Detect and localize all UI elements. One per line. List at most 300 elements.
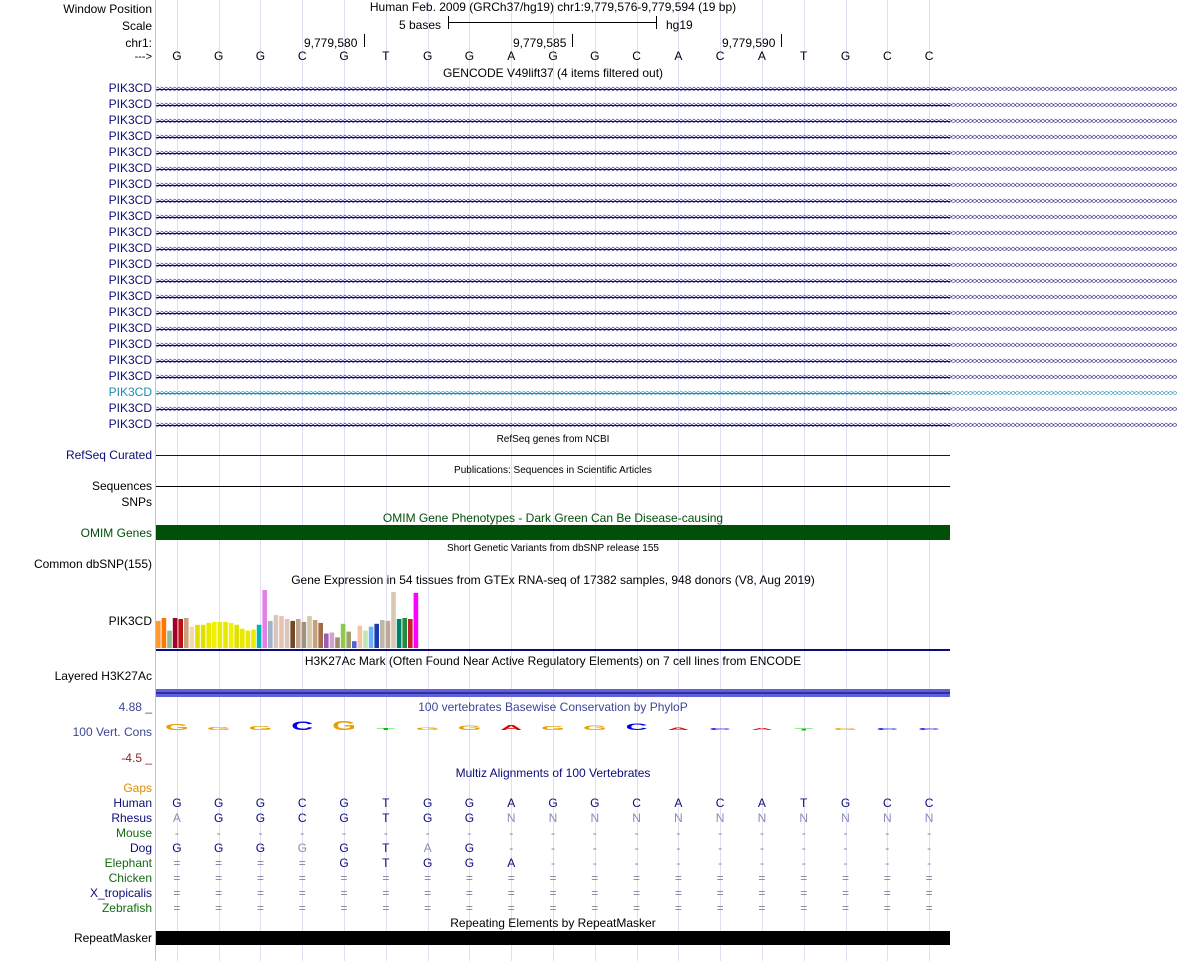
alignment-base: A [757,796,766,810]
base-letter: A [757,49,766,63]
gtex-tissue-bar[interactable] [262,590,267,648]
alignment-base: = [298,871,306,885]
gtex-tissue-bar[interactable] [302,622,307,648]
h3k27ac-signal-core [156,692,950,694]
alignment-base: G [255,841,266,855]
phylop-letter: G [457,724,482,732]
phylop-letter: C [918,727,941,731]
alignment-base: - [927,856,932,870]
gtex-tissue-bar[interactable] [352,641,357,648]
alignment-base: - [759,826,764,840]
ruler-pos-2: 9,779,585 [513,36,567,50]
alignment-base: C [632,796,641,810]
gencode-transcript-row[interactable] [156,402,1177,417]
scale-bar-left-tick [448,16,449,29]
phylop-letter: C [876,727,899,731]
alignment-base: G [172,841,182,855]
alignment-base: - [801,826,806,840]
base-letter: G [422,49,433,63]
alignment-base: G [255,796,266,810]
gencode-transcript-row[interactable] [156,338,1177,353]
gtex-tissue-bar[interactable] [369,627,374,648]
phylop-logo-chart[interactable] [156,712,950,762]
alignment-base: = [800,886,808,900]
gencode-transcript-label[interactable]: PIK3CD [108,289,152,303]
alignment-base: = [298,886,306,900]
scale-label: Scale [121,19,152,33]
alignment-base: = [883,901,891,915]
h3k27ac-track-title: H3K27Ac Mark (Often Found Near Active Regulatory Elements) on 7 cell lines from ENCODE [304,654,802,668]
gencode-transcript-row[interactable] [156,370,1177,385]
alignment-base: = [298,856,306,870]
alignment-base: T [382,811,390,825]
base-letter: G [172,49,182,63]
alignment-base: - [718,841,723,855]
base-letter: G [840,49,851,63]
strand-arrows: >>>>>>>>>>>>>>>>>>>>>>>>>>>>>>>>>>>>>>>>>>>>>>>>>>>>>>>>>>>>>>>>>>>>>>>>>>>>>>>>>>>>>>>>>>>>>>>>>>>>>>>>>>>>>>>>>>>>>>>>>>>>>>>>>>>>>>>>>>>>>>>>>>>>>>>>>>>>>>>>>>>>>>>>>>>>>>>>>>>>>>>>>>>>>>>>>>>>>>>>>>>>>>>>>>>>>>>>>>>>>>>>>>>>>>>>>>>>>>>> [156,116,1177,126]
gtex-tissue-bar[interactable] [363,631,368,648]
phylop-letter: T [794,727,814,731]
gencode-transcript-row[interactable] [156,226,1177,241]
alignment-base: = [340,886,348,900]
phylop-letter: A [667,726,690,731]
strand-arrows: >>>>>>>>>>>>>>>>>>>>>>>>>>>>>>>>>>>>>>>>>>>>>>>>>>>>>>>>>>>>>>>>>>>>>>>>>>>>>>>>>>>>>>>>>>>>>>>>>>>>>>>>>>>>>>>>>>>>>>>>>>>>>>>>>>>>>>>>>>>>>>>>>>>>>>>>>>>>>>>>>>>>>>>>>>>>>>>>>>>>>>>>>>>>>>>>>>>>>>>>>>>>>>>>>>>>>>>>>>>>>>>>>>>>>>>>>>>>>>>> [156,244,1177,254]
alignment-base: = [298,901,306,915]
gtex-tissue-bar[interactable] [296,619,301,648]
alignment-row [156,811,950,826]
base-letter: C [882,49,892,63]
gtex-track-title: Gene Expression in 54 tissues from GTEx RNA-seq of 17382 samples, 948 donors (V8, Aug 2019) [291,573,815,587]
vert-cons-label[interactable]: 100 Vert. Cons [72,725,152,739]
base-letter: G [548,49,558,63]
alignment-base: - [592,826,597,840]
refseq-gene-line[interactable] [156,455,950,456]
alignment-base: - [759,856,764,870]
alignment-base: - [383,826,388,840]
alignment-base: G [297,841,307,855]
gencode-transcript-label[interactable]: PIK3CD [108,177,152,191]
species-label: Dog [129,841,152,855]
refseq-curated-label[interactable]: RefSeq Curated [65,448,152,462]
alignment-base: C [882,796,892,810]
gencode-transcript-row[interactable] [156,114,1177,129]
alignment-base: - [592,856,597,870]
alignment-base: = [716,886,724,900]
alignment-base: A [674,796,683,810]
gtex-tissue-bar[interactable] [178,619,183,648]
gtex-tissue-bar[interactable] [335,637,340,648]
alignment-base: N [757,811,767,825]
strand-arrows: >>>>>>>>>>>>>>>>>>>>>>>>>>>>>>>>>>>>>>>>>>>>>>>>>>>>>>>>>>>>>>>>>>>>>>>>>>>>>>>>>>>>>>>>>>>>>>>>>>>>>>>>>>>>>>>>>>>>>>>>>>>>>>>>>>>>>>>>>>>>>>>>>>>>>>>>>>>>>>>>>>>>>>>>>>>>>>>>>>>>>>>>>>>>>>>>>>>>>>>>>>>>>>>>>>>>>>>>>>>>>>>>>>>>>>>>>>>>>>>> [156,212,1177,222]
gtex-tissue-bar[interactable] [206,623,211,648]
gtex-tissue-bar[interactable] [268,621,273,648]
alignment-base: G [464,796,475,810]
scale-text: 5 bases [399,18,442,32]
phylop-track-title: 100 vertebrates Basewise Conservation by PhyloP [418,700,688,714]
alignment-base: G [464,811,475,825]
gencode-transcript-label[interactable]: PIK3CD [108,145,152,159]
omim-phenotype-bar[interactable] [156,525,950,540]
gencode-transcript-label[interactable]: PIK3CD [108,81,152,95]
phylop-letter: G [248,724,273,732]
alignment-row [156,856,950,871]
gtex-tissue-bar[interactable] [358,626,363,648]
gtex-baseline [156,649,950,651]
assembly-db: hg19 [666,18,693,32]
alignment-base: T [382,856,390,870]
gencode-transcript-row[interactable] [156,386,1177,401]
gtex-tissue-bar[interactable] [251,630,256,648]
gtex-tissue-bar[interactable] [408,619,413,648]
alignment-base: - [342,826,347,840]
alignment-base: G [339,856,349,870]
strand-arrow-label: ---> [134,51,152,63]
phylop-letter: C [625,722,648,732]
track-labels-panel [0,0,155,961]
gencode-transcript-label[interactable]: PIK3CD [108,273,152,287]
strand-arrows: >>>>>>>>>>>>>>>>>>>>>>>>>>>>>>>>>>>>>>>>>>>>>>>>>>>>>>>>>>>>>>>>>>>>>>>>>>>>>>>>>>>>>>>>>>>>>>>>>>>>>>>>>>>>>>>>>>>>>>>>>>>>>>>>>>>>>>>>>>>>>>>>>>>>>>>>>>>>>>>>>>>>>>>>>>>>>>>>>>>>>>>>>>>>>>>>>>>>>>>>>>>>>>>>>>>>>>>>>>>>>>>>>>>>>>>>>>>>>>>> [156,100,1177,110]
gencode-transcript-label[interactable]: PIK3CD [108,321,152,335]
gtex-tissue-bar[interactable] [414,593,419,648]
gencode-transcript-row[interactable] [156,98,1177,113]
alignment-base: A [507,856,516,870]
phylop-letter: G [415,726,440,731]
alignment-base: N [841,811,850,825]
alignment-base: = [591,886,599,900]
alignment-base: A [172,811,181,825]
alignment-base: = [549,871,557,885]
alignment-base: - [550,856,555,870]
strand-arrows: >>>>>>>>>>>>>>>>>>>>>>>>>>>>>>>>>>>>>>>>>>>>>>>>>>>>>>>>>>>>>>>>>>>>>>>>>>>>>>>>>>>>>>>>>>>>>>>>>>>>>>>>>>>>>>>>>>>>>>>>>>>>>>>>>>>>>>>>>>>>>>>>>>>>>>>>>>>>>>>>>>>>>>>>>>>>>>>>>>>>>>>>>>>>>>>>>>>>>>>>>>>>>>>>>>>>>>>>>>>>>>>>>>>>>>>>>>>>>>>> [156,132,1177,142]
alignment-base: = [758,871,766,885]
base-letter: A [674,49,683,63]
alignment-row [156,871,950,886]
alignment-base: G [255,811,266,825]
alignment-base: G [422,856,433,870]
phylop-letter: G [165,722,189,732]
base-letter: C [297,49,307,63]
gencode-transcript-row[interactable] [156,322,1177,337]
alignment-base: = [633,886,641,900]
omim-genes-label[interactable]: OMIM Genes [80,526,152,540]
gtex-tissue-bar[interactable] [386,621,391,648]
alignment-row [156,826,950,841]
gencode-transcript-row[interactable] [156,290,1177,305]
gtex-tissue-bar[interactable] [285,619,290,648]
gencode-transcript-label[interactable]: PIK3CD [108,113,152,127]
gencode-transcript-label[interactable]: PIK3CD [108,97,152,111]
gtex-tissue-bar[interactable] [156,621,161,648]
alignment-base: G [214,796,224,810]
gencode-transcript-row[interactable] [156,82,1177,97]
gtex-tissue-bar[interactable] [324,634,329,649]
publications-line[interactable] [156,486,950,487]
alignment-base: - [885,856,890,870]
alignment-base: T [382,796,390,810]
phylop-min-label: -4.5 _ [121,751,152,765]
alignment-base: = [591,871,599,885]
gencode-transcript-label[interactable]: PIK3CD [108,193,152,207]
alignment-base: - [216,826,221,840]
phylop-letter: G [332,718,356,733]
gencode-transcript-row[interactable] [156,258,1177,273]
ruler-pos-3: 9,779,590 [722,36,776,50]
strand-arrows: >>>>>>>>>>>>>>>>>>>>>>>>>>>>>>>>>>>>>>>>>>>>>>>>>>>>>>>>>>>>>>>>>>>>>>>>>>>>>>>>>>>>>>>>>>>>>>>>>>>>>>>>>>>>>>>>>>>>>>>>>>>>>>>>>>>>>>>>>>>>>>>>>>>>>>>>>>>>>>>>>>>>>>>>>>>>>>>>>>>>>>>>>>>>>>>>>>>>>>>>>>>>>>>>>>>>>>>>>>>>>>>>>>>>>>>>>>>>>>>> [156,196,1177,206]
gtex-tissue-bar[interactable] [313,620,318,648]
alignment-base: G [840,796,851,810]
gtex-tissue-bar[interactable] [397,619,402,648]
repeatmasker-label[interactable]: RepeatMasker [73,931,152,945]
alignment-base: - [885,826,890,840]
alignment-base: = [256,856,264,870]
gencode-transcript-label[interactable]: PIK3CD [108,353,152,367]
gtex-tissue-bar[interactable] [173,618,178,648]
strand-arrows: >>>>>>>>>>>>>>>>>>>>>>>>>>>>>>>>>>>>>>>>>>>>>>>>>>>>>>>>>>>>>>>>>>>>>>>>>>>>>>>>>>>>>>>>>>>>>>>>>>>>>>>>>>>>>>>>>>>>>>>>>>>>>>>>>>>>>>>>>>>>>>>>>>>>>>>>>>>>>>>>>>>>>>>>>>>>>>>>>>>>>>>>>>>>>>>>>>>>>>>>>>>>>>>>>>>>>>>>>>>>>>>>>>>>>>>>>>>>>>>> [156,84,1177,94]
alignment-base: G [339,796,349,810]
layered-h3k27ac-label[interactable]: Layered H3K27Ac [54,669,152,683]
gaps-label: Gaps [123,781,152,795]
alignment-base: - [676,841,681,855]
alignment-base: = [465,886,473,900]
gtex-tissue-bar[interactable] [402,618,407,648]
alignment-base: C [715,796,725,810]
phylop-letter: A [750,727,773,731]
gtex-tissue-bar[interactable] [374,624,379,648]
alignment-base: G [464,841,475,855]
base-letter: G [255,49,266,63]
gtex-tissue-bar[interactable] [190,627,195,648]
alignment-base: = [842,886,850,900]
gencode-transcript-label[interactable]: PIK3CD [108,337,152,351]
gencode-transcript-label[interactable]: PIK3CD [108,161,152,175]
multiz-track-title: Multiz Alignments of 100 Vertebrates [455,766,651,780]
alignment-base: G [464,856,475,870]
gencode-transcript-row[interactable] [156,210,1177,225]
strand-arrows: >>>>>>>>>>>>>>>>>>>>>>>>>>>>>>>>>>>>>>>>>>>>>>>>>>>>>>>>>>>>>>>>>>>>>>>>>>>>>>>>>>>>>>>>>>>>>>>>>>>>>>>>>>>>>>>>>>>>>>>>>>>>>>>>>>>>>>>>>>>>>>>>>>>>>>>>>>>>>>>>>>>>>>>>>>>>>>>>>>>>>>>>>>>>>>>>>>>>>>>>>>>>>>>>>>>>>>>>>>>>>>>>>>>>>>>>>>>>>>>> [156,324,1177,334]
base-letter: C [715,49,725,63]
scale-bar [448,22,656,23]
alignment-base: = [215,901,223,915]
gtex-tissue-bar[interactable] [195,625,200,648]
phylop-letter: T [376,727,396,731]
refseq-track-title: RefSeq genes from NCBI [496,434,610,445]
gencode-transcript-label[interactable]: PIK3CD [108,241,152,255]
gtex-tissue-bar[interactable] [167,631,172,648]
gtex-tissue-bar[interactable] [212,622,217,648]
strand-arrows: >>>>>>>>>>>>>>>>>>>>>>>>>>>>>>>>>>>>>>>>>>>>>>>>>>>>>>>>>>>>>>>>>>>>>>>>>>>>>>>>>>>>>>>>>>>>>>>>>>>>>>>>>>>>>>>>>>>>>>>>>>>>>>>>>>>>>>>>>>>>>>>>>>>>>>>>>>>>>>>>>>>>>>>>>>>>>>>>>>>>>>>>>>>>>>>>>>>>>>>>>>>>>>>>>>>>>>>>>>>>>>>>>>>>>>>>>>>>>>>> [156,388,1177,398]
gencode-transcript-row[interactable] [156,274,1177,289]
alignment-base: = [465,901,473,915]
gencode-transcript-label[interactable]: PIK3CD [108,369,152,383]
alignment-base: = [382,886,390,900]
alignment-base: T [382,841,390,855]
gtex-tissue-bar[interactable] [290,621,295,648]
alignment-base: N [632,811,641,825]
gencode-transcript-row[interactable] [156,146,1177,161]
alignment-row [156,886,950,901]
phylop-letter: A [500,723,523,732]
chr-label: chr1: [125,36,152,50]
gtex-tissue-bar[interactable] [307,616,312,648]
alignment-base: - [927,841,932,855]
data-panel [156,0,1177,961]
common-dbsnp-label[interactable]: Common dbSNP(155) [33,557,152,571]
species-label: Mouse [115,826,152,840]
phylop-letter: C [291,719,314,733]
alignment-base: A [423,841,432,855]
species-label: Chicken [108,871,152,885]
gencode-transcript-label[interactable]: PIK3CD [108,225,152,239]
gencode-transcript-row[interactable] [156,306,1177,321]
base-letter: T [800,49,808,63]
gtex-tissue-bar[interactable] [391,592,396,648]
gencode-transcript-label[interactable]: PIK3CD [108,401,152,415]
gtex-tissue-bar[interactable] [257,625,262,648]
gtex-tissue-bar[interactable] [234,625,239,648]
gtex-tissue-bar[interactable] [223,622,228,648]
alignment-base: G [548,796,558,810]
base-letter: C [632,49,641,63]
alignment-base: - [634,856,639,870]
alignment-base: = [633,871,641,885]
alignment-base: - [927,826,932,840]
base-letter: C [924,49,934,63]
alignment-base: = [842,901,850,915]
alignment-base: - [885,841,890,855]
alignment-base: - [634,826,639,840]
alignment-base: - [509,841,514,855]
gtex-tissue-bar[interactable] [246,631,251,648]
gtex-tissue-bar[interactable] [274,615,279,648]
alignment-base: - [550,841,555,855]
repeatmasker-track-title: Repeating Elements by RepeatMasker [450,916,656,930]
gtex-tissue-bar[interactable] [318,623,323,648]
gencode-transcript-label[interactable]: PIK3CD [108,417,152,431]
gtex-tissue-bar[interactable] [240,629,245,648]
gtex-tissue-bar[interactable] [330,633,335,649]
strand-arrows: >>>>>>>>>>>>>>>>>>>>>>>>>>>>>>>>>>>>>>>>>>>>>>>>>>>>>>>>>>>>>>>>>>>>>>>>>>>>>>>>>>>>>>>>>>>>>>>>>>>>>>>>>>>>>>>>>>>>>>>>>>>>>>>>>>>>>>>>>>>>>>>>>>>>>>>>>>>>>>>>>>>>>>>>>>>>>>>>>>>>>>>>>>>>>>>>>>>>>>>>>>>>>>>>>>>>>>>>>>>>>>>>>>>>>>>>>>>>>>>> [156,276,1177,286]
strand-arrows: >>>>>>>>>>>>>>>>>>>>>>>>>>>>>>>>>>>>>>>>>>>>>>>>>>>>>>>>>>>>>>>>>>>>>>>>>>>>>>>>>>>>>>>>>>>>>>>>>>>>>>>>>>>>>>>>>>>>>>>>>>>>>>>>>>>>>>>>>>>>>>>>>>>>>>>>>>>>>>>>>>>>>>>>>>>>>>>>>>>>>>>>>>>>>>>>>>>>>>>>>>>>>>>>>>>>>>>>>>>>>>>>>>>>>>>>>>>>>>>> [156,148,1177,158]
gtex-gene-label[interactable]: PIK3CD [108,614,152,628]
phylop-max-label: 4.88 _ [118,700,152,714]
phylop-letter: C [709,727,732,731]
alignment-base: = [507,886,515,900]
gtex-tissue-bar[interactable] [218,622,223,648]
alignment-base: N [590,811,600,825]
alignment-base: = [800,871,808,885]
repeatmasker-bar[interactable] [156,931,950,945]
alignment-base: = [465,871,473,885]
alignment-base: G [214,841,224,855]
publications-track-title: Publications: Sequences in Scientific Articles [454,465,652,476]
gencode-transcript-label[interactable]: PIK3CD [108,385,152,399]
gencode-transcript-row[interactable] [156,130,1177,145]
alignment-base: = [173,856,181,870]
base-letter: A [507,49,516,63]
alignment-base: - [843,856,848,870]
alignment-base: - [801,841,806,855]
base-letter: T [382,49,390,63]
alignment-base: = [842,871,850,885]
gtex-tissue-bar[interactable] [380,620,385,648]
alignment-base: = [716,901,724,915]
base-letter: G [339,49,349,63]
alignment-base: = [925,901,933,915]
gtex-tissue-bar[interactable] [229,623,234,648]
gtex-expression-chart[interactable] [156,588,950,652]
alignment-base: = [424,871,432,885]
alignment-base: G [422,796,433,810]
gencode-transcript-row[interactable] [156,418,1177,433]
alignment-base: C [297,796,307,810]
alignment-base: - [550,826,555,840]
snps-label[interactable]: SNPs [121,495,152,509]
strand-arrows: >>>>>>>>>>>>>>>>>>>>>>>>>>>>>>>>>>>>>>>>>>>>>>>>>>>>>>>>>>>>>>>>>>>>>>>>>>>>>>>>>>>>>>>>>>>>>>>>>>>>>>>>>>>>>>>>>>>>>>>>>>>>>>>>>>>>>>>>>>>>>>>>>>>>>>>>>>>>>>>>>>>>>>>>>>>>>>>>>>>>>>>>>>>>>>>>>>>>>>>>>>>>>>>>>>>>>>>>>>>>>>>>>>>>>>>>>>>>>>>> [156,372,1177,382]
alignment-base: N [548,811,558,825]
alignment-base: = [424,901,432,915]
alignment-base: - [509,826,514,840]
alignment-base: = [633,901,641,915]
alignment-base: = [507,871,515,885]
gencode-track-title: GENCODE V49lift37 (4 items filtered out) [442,66,664,80]
alignment-base: = [883,886,891,900]
strand-arrows: >>>>>>>>>>>>>>>>>>>>>>>>>>>>>>>>>>>>>>>>>>>>>>>>>>>>>>>>>>>>>>>>>>>>>>>>>>>>>>>>>>>>>>>>>>>>>>>>>>>>>>>>>>>>>>>>>>>>>>>>>>>>>>>>>>>>>>>>>>>>>>>>>>>>>>>>>>>>>>>>>>>>>>>>>>>>>>>>>>>>>>>>>>>>>>>>>>>>>>>>>>>>>>>>>>>>>>>>>>>>>>>>>>>>>>>>>>>>>>>> [156,420,1177,430]
alignment-row [156,841,950,856]
gencode-transcript-row[interactable] [156,178,1177,193]
species-label: Elephant [104,856,152,870]
dbsnp-track-title: Short Genetic Variants from dbSNP release 155 [447,543,659,554]
alignment-base: = [674,871,682,885]
gtex-tissue-bar[interactable] [201,625,206,648]
alignment-base: = [883,871,891,885]
gtex-tissue-bar[interactable] [279,616,284,648]
gencode-transcript-label[interactable]: PIK3CD [108,257,152,271]
alignment-base: - [425,826,430,840]
phylop-letter: G [541,724,565,732]
alignment-base: - [467,826,472,840]
gencode-transcript-row[interactable] [156,162,1177,177]
alignment-base: = [382,901,390,915]
alignment-base: = [591,901,599,915]
gencode-transcript-row[interactable] [156,194,1177,209]
alignment-base: = [340,901,348,915]
alignment-base: C [924,796,934,810]
gtex-tissue-bar[interactable] [341,624,346,648]
alignment-base: = [424,886,432,900]
alignment-base: - [718,856,723,870]
alignment-base: T [800,796,808,810]
alignment-base: - [843,841,848,855]
gtex-tissue-bar[interactable] [346,632,351,648]
gtex-tissue-bar[interactable] [162,618,167,648]
alignment-base: = [674,886,682,900]
gencode-transcript-label[interactable]: PIK3CD [108,209,152,223]
sequences-label[interactable]: Sequences [91,479,152,493]
alignment-row [156,901,950,916]
gencode-transcript-row[interactable] [156,242,1177,257]
alignment-base: G [339,811,349,825]
ruler-tick-1 [364,34,365,47]
gencode-transcript-row[interactable] [156,354,1177,369]
strand-arrows: >>>>>>>>>>>>>>>>>>>>>>>>>>>>>>>>>>>>>>>>>>>>>>>>>>>>>>>>>>>>>>>>>>>>>>>>>>>>>>>>>>>>>>>>>>>>>>>>>>>>>>>>>>>>>>>>>>>>>>>>>>>>>>>>>>>>>>>>>>>>>>>>>>>>>>>>>>>>>>>>>>>>>>>>>>>>>>>>>>>>>>>>>>>>>>>>>>>>>>>>>>>>>>>>>>>>>>>>>>>>>>>>>>>>>>>>>>>>>>>> [156,356,1177,366]
alignment-base: G [339,841,349,855]
base-letter: G [464,49,475,63]
strand-arrows: >>>>>>>>>>>>>>>>>>>>>>>>>>>>>>>>>>>>>>>>>>>>>>>>>>>>>>>>>>>>>>>>>>>>>>>>>>>>>>>>>>>>>>>>>>>>>>>>>>>>>>>>>>>>>>>>>>>>>>>>>>>>>>>>>>>>>>>>>>>>>>>>>>>>>>>>>>>>>>>>>>>>>>>>>>>>>>>>>>>>>>>>>>>>>>>>>>>>>>>>>>>>>>>>>>>>>>>>>>>>>>>>>>>>>>>>>>>>>>>> [156,292,1177,302]
gtex-tissue-bar[interactable] [184,618,189,648]
gencode-transcript-label[interactable]: PIK3CD [108,305,152,319]
gencode-transcript-label[interactable]: PIK3CD [108,129,152,143]
alignment-base: = [507,901,515,915]
